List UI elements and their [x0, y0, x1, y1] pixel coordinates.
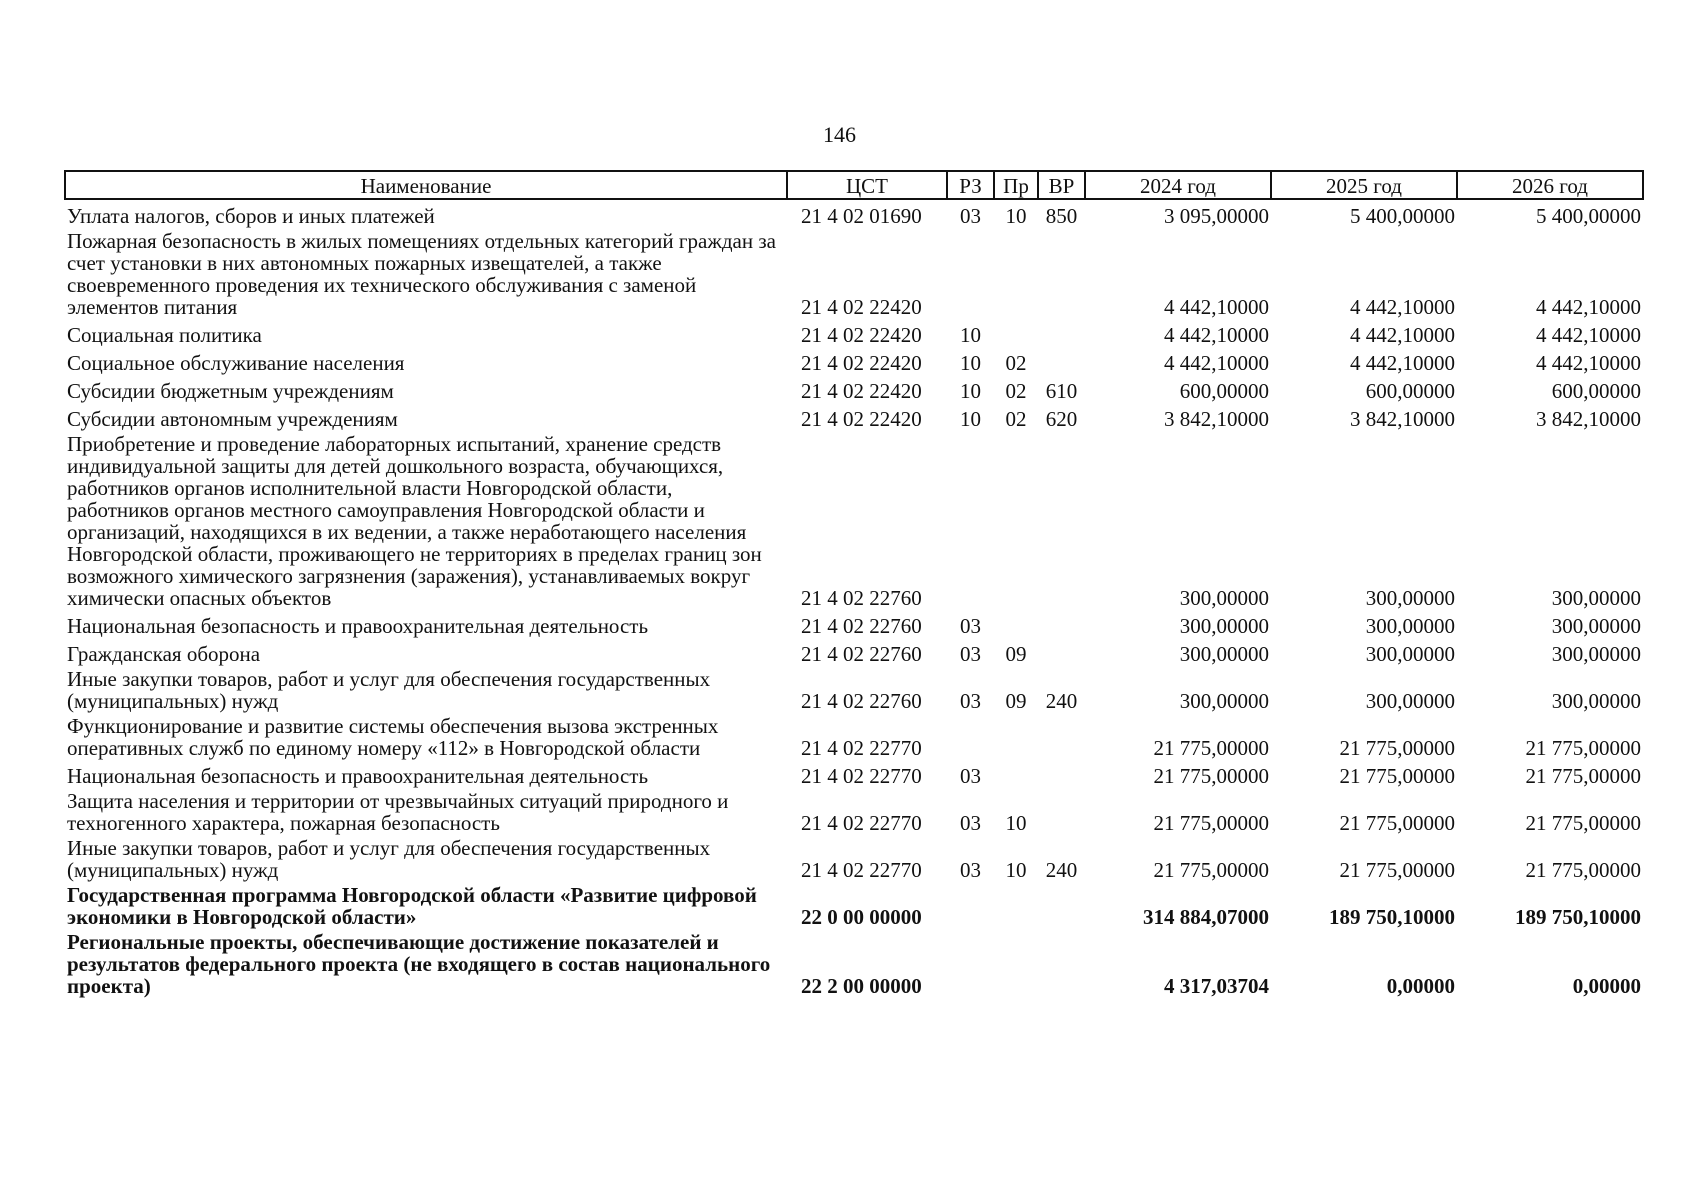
- cell-name: Национальная безопасность и правоохранительная деятельность: [67, 764, 649, 788]
- cell-2024: 4 442,10000: [1164, 323, 1269, 347]
- cell-cst: 22 0 00 00000: [801, 905, 922, 929]
- cell-2025: 189 750,10000: [1329, 905, 1455, 929]
- cell-rz: 10: [960, 323, 981, 347]
- cell-pr: [994, 430, 1038, 609]
- cell-cst: 21 4 02 22420: [801, 407, 922, 431]
- cell-cst: 22 2 00 00000: [801, 974, 922, 998]
- cell-pr: [994, 318, 1038, 346]
- cell-2026: 4 442,10000: [1536, 351, 1641, 375]
- cell-name: Защита населения и территории от чрезвычайных ситуаций природного и техногенного характера, пожарная безопасность: [67, 789, 729, 835]
- cell-cst: 21 4 02 22770: [801, 736, 922, 760]
- cell-name: Функционирование и развитие системы обеспечения вызова экстренных оперативных служб по единому номеру «112» в Новгородской области: [67, 714, 719, 760]
- cell-vr: 850: [1045, 204, 1078, 228]
- cell-pr: [994, 881, 1038, 928]
- cell-2024: 4 442,10000: [1164, 295, 1269, 319]
- cell-2025: 4 442,10000: [1350, 351, 1455, 375]
- cell-rz: 03: [960, 811, 981, 835]
- cell-rz: [947, 928, 994, 997]
- cell-rz: 03: [960, 689, 981, 713]
- cell-2025: 21 775,00000: [1339, 858, 1455, 882]
- cell-cst: 21 4 02 22760: [801, 614, 922, 638]
- table-row: [65, 374, 1643, 402]
- cell-vr: [1038, 430, 1085, 609]
- cell-vr: [1038, 346, 1085, 374]
- cell-2026: 600,00000: [1551, 379, 1641, 403]
- cell-cst: 21 4 02 22760: [801, 586, 922, 610]
- cell-2025: 0,00000: [1386, 974, 1455, 998]
- cell-rz: [947, 881, 994, 928]
- cell-2026: 5 400,00000: [1536, 204, 1641, 228]
- cell-rz: 10: [960, 379, 981, 403]
- cell-name: Приобретение и проведение лабораторных испытаний, хранение средств индивидуальной защиты для детей дошкольного возраста, обучающихся, работников органов исполнительной власти Новгородской области, работников органов местного самоуправления Новгородской области и организаций, находящихся в их ведении, а также неработающего населения Новгородской области, проживающего не территориях в пределах границ зон возможного химического загрязнения (заражения), устанавливаемых вокруг химически опасных объектов: [67, 432, 762, 610]
- cell-rz: 03: [960, 614, 981, 638]
- cell-name: Государственная программа Новгородской области «Развитие цифровой экономики в Новгородской области»: [67, 883, 757, 929]
- cell-2025: 300,00000: [1365, 689, 1455, 713]
- cell-2024: 600,00000: [1179, 379, 1269, 403]
- cell-2024: 21 775,00000: [1153, 811, 1269, 835]
- budget-table: [64, 170, 1644, 997]
- table-row: [65, 609, 1643, 637]
- cell-cst: 21 4 02 01690: [801, 204, 922, 228]
- cell-vr: [1038, 637, 1085, 665]
- cell-2024: 21 775,00000: [1153, 858, 1269, 882]
- header-2026: 2026 год: [1457, 171, 1643, 199]
- table-row: [65, 227, 1643, 318]
- cell-2024: 21 775,00000: [1153, 764, 1269, 788]
- cell-2024: 314 884,07000: [1143, 905, 1269, 929]
- table-row: [65, 637, 1643, 665]
- cell-vr: 610: [1045, 379, 1078, 403]
- cell-rz: 03: [960, 204, 981, 228]
- cell-2024: 300,00000: [1179, 689, 1269, 713]
- cell-vr: [1038, 227, 1085, 318]
- cell-pr: 02: [1005, 351, 1027, 375]
- cell-vr: 620: [1045, 407, 1078, 431]
- cell-cst: 21 4 02 22770: [801, 764, 922, 788]
- cell-2026: 4 442,10000: [1536, 295, 1641, 319]
- cell-vr: [1038, 712, 1085, 759]
- cell-2024: 4 317,03704: [1164, 974, 1269, 998]
- cell-name: Субсидии автономным учреждениям: [67, 407, 398, 431]
- cell-2026: 21 775,00000: [1525, 764, 1641, 788]
- cell-vr: [1038, 787, 1085, 834]
- cell-name: Социальная политика: [67, 323, 262, 347]
- cell-rz: 03: [960, 764, 981, 788]
- cell-2024: 300,00000: [1179, 642, 1269, 666]
- cell-vr: 240: [1045, 689, 1078, 713]
- cell-vr: [1038, 928, 1085, 997]
- cell-cst: 21 4 02 22420: [801, 295, 922, 319]
- cell-pr: 09: [1005, 689, 1027, 713]
- cell-cst: 21 4 02 22760: [801, 642, 922, 666]
- cell-rz: 10: [960, 351, 981, 375]
- cell-pr: 02: [1005, 379, 1027, 403]
- cell-2026: 300,00000: [1551, 642, 1641, 666]
- cell-2025: 4 442,10000: [1350, 323, 1455, 347]
- cell-2025: 3 842,10000: [1350, 407, 1455, 431]
- header-rz: РЗ: [947, 171, 994, 199]
- cell-pr: 02: [1005, 407, 1027, 431]
- table-header-row: [65, 171, 1643, 199]
- header-name: Наименование: [65, 171, 787, 199]
- cell-name: Гражданская оборона: [67, 642, 261, 666]
- cell-cst: 21 4 02 22770: [801, 858, 922, 882]
- table-row: [65, 430, 1643, 609]
- cell-2024: 300,00000: [1179, 614, 1269, 638]
- header-2025: 2025 год: [1271, 171, 1457, 199]
- table-row: [65, 318, 1643, 346]
- cell-vr: [1038, 759, 1085, 787]
- cell-pr: [994, 712, 1038, 759]
- table-row: [65, 928, 1643, 997]
- cell-2026: 21 775,00000: [1525, 858, 1641, 882]
- cell-vr: [1038, 881, 1085, 928]
- cell-2025: 21 775,00000: [1339, 811, 1455, 835]
- cell-2026: 4 442,10000: [1536, 323, 1641, 347]
- cell-name: Национальная безопасность и правоохранительная деятельность: [67, 614, 649, 638]
- cell-2026: 189 750,10000: [1515, 905, 1641, 929]
- table-body: [65, 199, 1643, 997]
- cell-cst: 21 4 02 22760: [801, 689, 922, 713]
- cell-2024: 300,00000: [1179, 586, 1269, 610]
- cell-2025: 300,00000: [1365, 614, 1455, 638]
- cell-vr: [1038, 318, 1085, 346]
- cell-pr: [994, 759, 1038, 787]
- cell-cst: 21 4 02 22770: [801, 811, 922, 835]
- page-number: 146: [823, 122, 856, 147]
- cell-2026: 21 775,00000: [1525, 736, 1641, 760]
- cell-2025: 600,00000: [1365, 379, 1455, 403]
- cell-name: Иные закупки товаров, работ и услуг для обеспечения государственных (муниципальных) нужд: [67, 836, 711, 882]
- cell-2025: 300,00000: [1365, 642, 1455, 666]
- cell-rz: [947, 227, 994, 318]
- cell-name: Пожарная безопасность в жилых помещениях отдельных категорий граждан за счет установки в них автономных пожарных извещателей, а также своевременного проведения их технического обслуживания с заменой элементов питания: [67, 229, 776, 319]
- cell-pr: [994, 227, 1038, 318]
- cell-rz: 03: [960, 858, 981, 882]
- cell-name: Субсидии бюджетным учреждениям: [67, 379, 394, 403]
- table-row: [65, 346, 1643, 374]
- cell-2025: 5 400,00000: [1350, 204, 1455, 228]
- cell-2026: 21 775,00000: [1525, 811, 1641, 835]
- cell-rz: [947, 430, 994, 609]
- table-row: [65, 787, 1643, 834]
- table-row: [65, 199, 1643, 227]
- cell-pr: 10: [1005, 811, 1027, 835]
- cell-rz: 03: [960, 642, 981, 666]
- cell-vr: 240: [1045, 858, 1078, 882]
- cell-2026: 300,00000: [1551, 586, 1641, 610]
- cell-2024: 21 775,00000: [1153, 736, 1269, 760]
- table-row: [65, 834, 1643, 881]
- cell-name: Региональные проекты, обеспечивающие достижение показателей и результатов федерального проекта (не входящего в состав национального проекта): [67, 930, 771, 998]
- cell-2024: 4 442,10000: [1164, 351, 1269, 375]
- header-cst: ЦСТ: [787, 171, 947, 199]
- cell-cst: 21 4 02 22420: [801, 323, 922, 347]
- cell-2025: 21 775,00000: [1339, 764, 1455, 788]
- cell-rz: [947, 712, 994, 759]
- cell-vr: [1038, 609, 1085, 637]
- cell-2024: 3 842,10000: [1164, 407, 1269, 431]
- table-row: [65, 881, 1643, 928]
- cell-name: Уплата налогов, сборов и иных платежей: [67, 204, 435, 228]
- cell-2025: 4 442,10000: [1350, 295, 1455, 319]
- cell-cst: 21 4 02 22420: [801, 379, 922, 403]
- cell-2026: 0,00000: [1572, 974, 1641, 998]
- cell-rz: 10: [960, 407, 981, 431]
- cell-name: Социальное обслуживание населения: [67, 351, 405, 375]
- table-row: [65, 665, 1643, 712]
- cell-pr: 10: [1005, 858, 1027, 882]
- header-2024: 2024 год: [1085, 171, 1271, 199]
- cell-2026: 3 842,10000: [1536, 407, 1641, 431]
- cell-pr: 09: [1005, 642, 1027, 666]
- cell-name: Иные закупки товаров, работ и услуг для обеспечения государственных (муниципальных) нужд: [67, 667, 711, 713]
- table-row: [65, 712, 1643, 759]
- cell-pr: 10: [1005, 204, 1027, 228]
- table-row: [65, 402, 1643, 430]
- header-vr: ВР: [1038, 171, 1085, 199]
- cell-cst: 21 4 02 22420: [801, 351, 922, 375]
- cell-2025: 21 775,00000: [1339, 736, 1455, 760]
- table-row: [65, 759, 1643, 787]
- cell-2025: 300,00000: [1365, 586, 1455, 610]
- cell-pr: [994, 928, 1038, 997]
- cell-2026: 300,00000: [1551, 614, 1641, 638]
- header-pr: Пр: [994, 171, 1038, 199]
- cell-2026: 300,00000: [1551, 689, 1641, 713]
- cell-2024: 3 095,00000: [1164, 204, 1269, 228]
- cell-pr: [994, 609, 1038, 637]
